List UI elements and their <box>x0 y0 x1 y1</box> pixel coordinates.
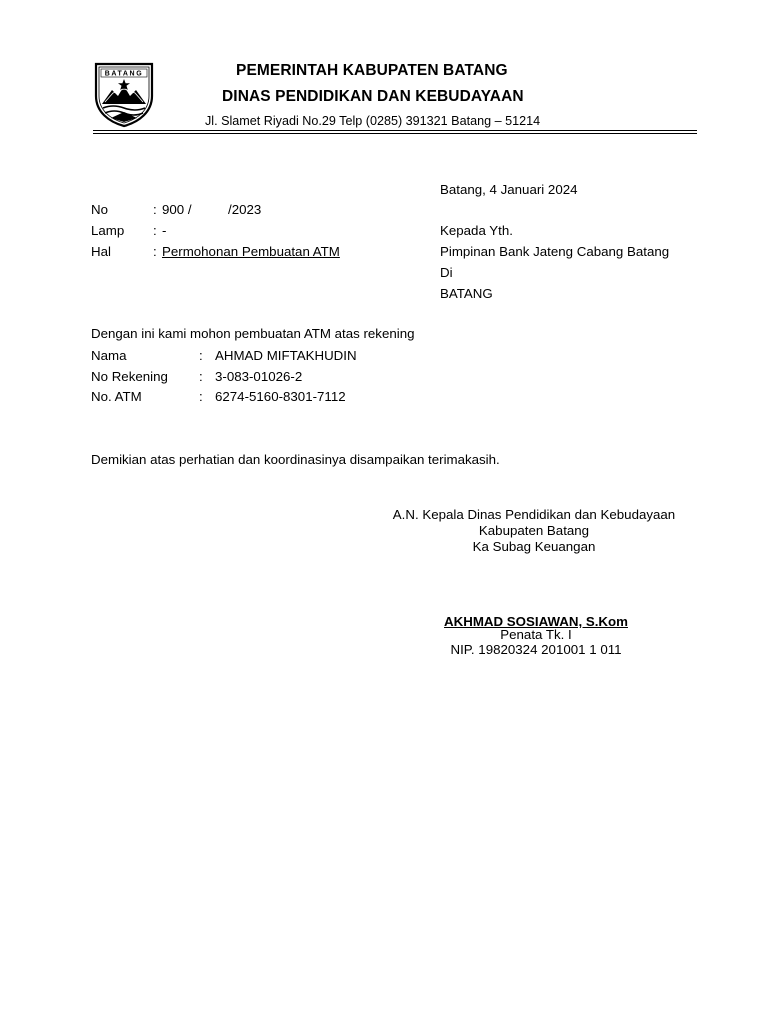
meta-separator: : <box>153 223 157 238</box>
field-separator: : <box>199 348 203 363</box>
recipient-name: Pimpinan Bank Jateng Cabang Batang <box>440 244 670 259</box>
signature-position: Ka Subag Keuangan <box>472 539 596 554</box>
field-value-atm: 6274-5160-8301-7112 <box>215 389 346 404</box>
letterhead-divider-thick <box>93 130 697 131</box>
emblem-text: BATANG <box>104 70 144 78</box>
letterhead-title-government: PEMERINTAH KABUPATEN BATANG <box>236 62 508 79</box>
field-separator: : <box>199 389 203 404</box>
meta-number-year: /2023 <box>228 202 262 217</box>
field-separator: : <box>199 369 203 384</box>
field-label-atm: No. ATM <box>91 389 142 404</box>
field-label-name: Nama <box>91 348 127 363</box>
letterhead-address: Jl. Slamet Riyadi No.29 Telp (0285) 391321 Batang – 51214 <box>205 114 541 128</box>
meta-subject-value: Permohonan Pembuatan ATM <box>162 244 340 259</box>
letterhead-divider-thin <box>93 133 697 134</box>
signatory-name: AKHMAD SOSIAWAN, S.Kom <box>444 614 628 629</box>
meta-attachment-value: - <box>162 223 167 238</box>
recipient-salutation: Kepada Yth. <box>440 223 513 238</box>
meta-label-attachment: Lamp <box>91 223 125 238</box>
signatory-nip: NIP. 19820324 201001 1 011 <box>450 642 622 657</box>
signature-on-behalf: A.N. Kepala Dinas Pendidikan dan Kebudayaan <box>392 507 676 522</box>
place-date: Batang, 4 Januari 2024 <box>440 182 578 197</box>
recipient-city: BATANG <box>440 286 493 301</box>
batang-regency-emblem <box>93 62 155 128</box>
meta-separator: : <box>153 244 157 259</box>
field-value-name: AHMAD MIFTAKHUDIN <box>215 348 357 363</box>
signature-regency: Kabupaten Batang <box>478 523 590 538</box>
recipient-di: Di <box>440 265 453 280</box>
meta-separator: : <box>153 202 157 217</box>
body-intro: Dengan ini kami mohon pembuatan ATM atas rekening <box>91 326 415 341</box>
body-closing: Demikian atas perhatian dan koordinasinya disampaikan terimakasih. <box>91 452 500 467</box>
meta-label-subject: Hal <box>91 244 111 259</box>
meta-number-prefix: 900 / <box>162 202 192 217</box>
signatory-rank: Penata Tk. I <box>500 627 572 642</box>
field-value-account: 3-083-01026-2 <box>215 369 303 384</box>
letterhead-title-department: DINAS PENDIDIKAN DAN KEBUDAYAAN <box>222 88 524 105</box>
field-label-account: No Rekening <box>91 369 168 384</box>
meta-label-number: No <box>91 202 108 217</box>
